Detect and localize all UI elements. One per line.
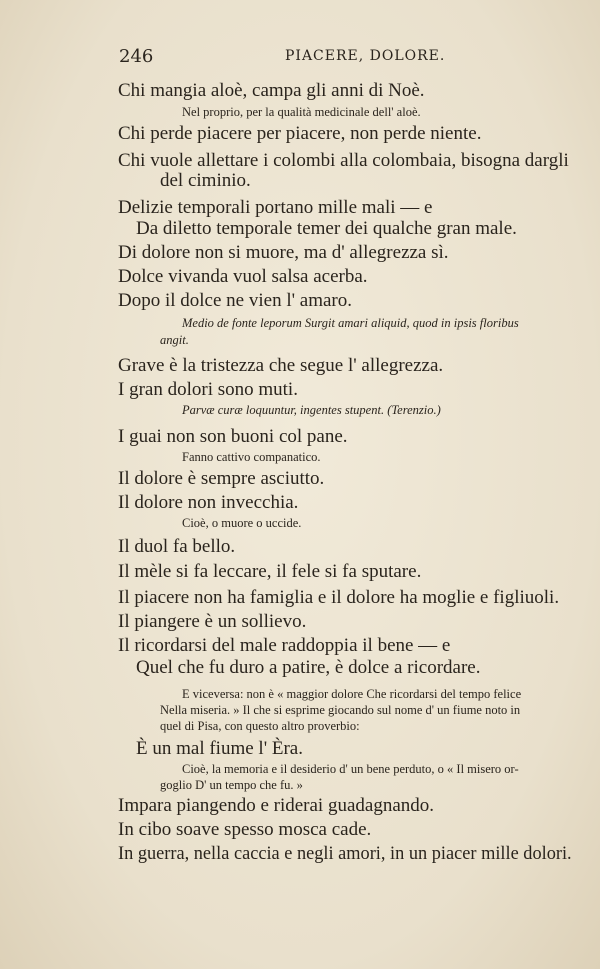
proverb-line: Chi perde piacere per piacere, non perde niente. xyxy=(118,123,482,144)
page-number: 246 xyxy=(119,46,154,67)
proverb-line: In guerra, nella caccia e negli amori, in un piacer mille dolori. xyxy=(118,843,572,864)
proverb-line: Chi mangia aloè, campa gli anni di Noè. xyxy=(118,80,425,101)
proverb-line: Il duol fa bello. xyxy=(118,536,236,557)
proverb-line: Dolce vivanda vuol salsa acerba. xyxy=(118,266,368,287)
note-line: Cioè, o muore o uccide. xyxy=(182,516,302,530)
note-line: goglio D' un tempo che fu. » xyxy=(160,778,303,792)
note-line: Nella miseria. » Il che si esprime giocando sul nome d' un fiume noto in xyxy=(160,703,521,717)
proverb-line: Di dolore non si muore, ma d' allegrezza sì. xyxy=(118,242,449,263)
proverb-line: Grave è la tristezza che segue l' allegrezza. xyxy=(118,355,444,376)
proverb-continuation: del ciminio. xyxy=(160,170,251,191)
running-title: PIACERE, DOLORE. xyxy=(285,48,446,64)
page-header xyxy=(119,46,449,72)
proverb-line: Il piacere non ha famiglia e il dolore ha moglie e figliuoli. xyxy=(118,587,560,608)
note-line: Cioè, la memoria e il desiderio d' un bene perduto, o « Il misero or- xyxy=(182,762,519,776)
note-line: quel di Pisa, con questo altro proverbio: xyxy=(160,719,360,733)
note-line: E viceversa: non è « maggior dolore Che ricordarsi del tempo felice xyxy=(182,687,522,701)
proverb-line: Il dolore non invecchia. xyxy=(118,492,299,513)
latin-quote-continuation: angit. xyxy=(160,333,189,347)
note-line: Nel proprio, per la qualità medicinale dell' aloè. xyxy=(182,105,421,119)
latin-quote: Medio de fonte leporum Surgit amari aliquid, quod in ipsis floribus xyxy=(182,316,519,330)
proverb-line: Il piangere è un sollievo. xyxy=(118,611,307,632)
proverb-line: Il dolore è sempre asciutto. xyxy=(118,468,325,489)
proverb-line: Dopo il dolce ne vien l' amaro. xyxy=(118,290,352,311)
proverb-line: Il ricordarsi del male raddoppia il bene — e xyxy=(118,635,451,656)
proverb-line: I gran dolori sono muti. xyxy=(118,379,298,400)
proverb-line: I guai non son buoni col pane. xyxy=(118,426,348,447)
latin-quote: Parvæ curæ loquuntur, ingentes stupent. (Terenzio.) xyxy=(182,403,441,417)
proverb-line: Impara piangendo e riderai guadagnando. xyxy=(118,795,435,816)
proverb-line: Delizie temporali portano mille mali — e xyxy=(118,197,433,218)
proverb-line: Chi vuole allettare i colombi alla colombaia, bisogna dargli xyxy=(118,150,569,171)
proverb-line: Il mèle si fa leccare, il fele si fa sputare. xyxy=(118,561,422,582)
note-line: Fanno cattivo companatico. xyxy=(182,450,321,464)
proverb-line: In cibo soave spesso mosca cade. xyxy=(118,819,372,840)
proverb-variant: Quel che fu duro a patire, è dolce a ricordare. xyxy=(136,657,481,678)
proverb-variant: Da diletto temporale temer dei qualche gran male. xyxy=(136,218,517,239)
proverb-line: È un mal fiume l' Èra. xyxy=(136,738,303,759)
